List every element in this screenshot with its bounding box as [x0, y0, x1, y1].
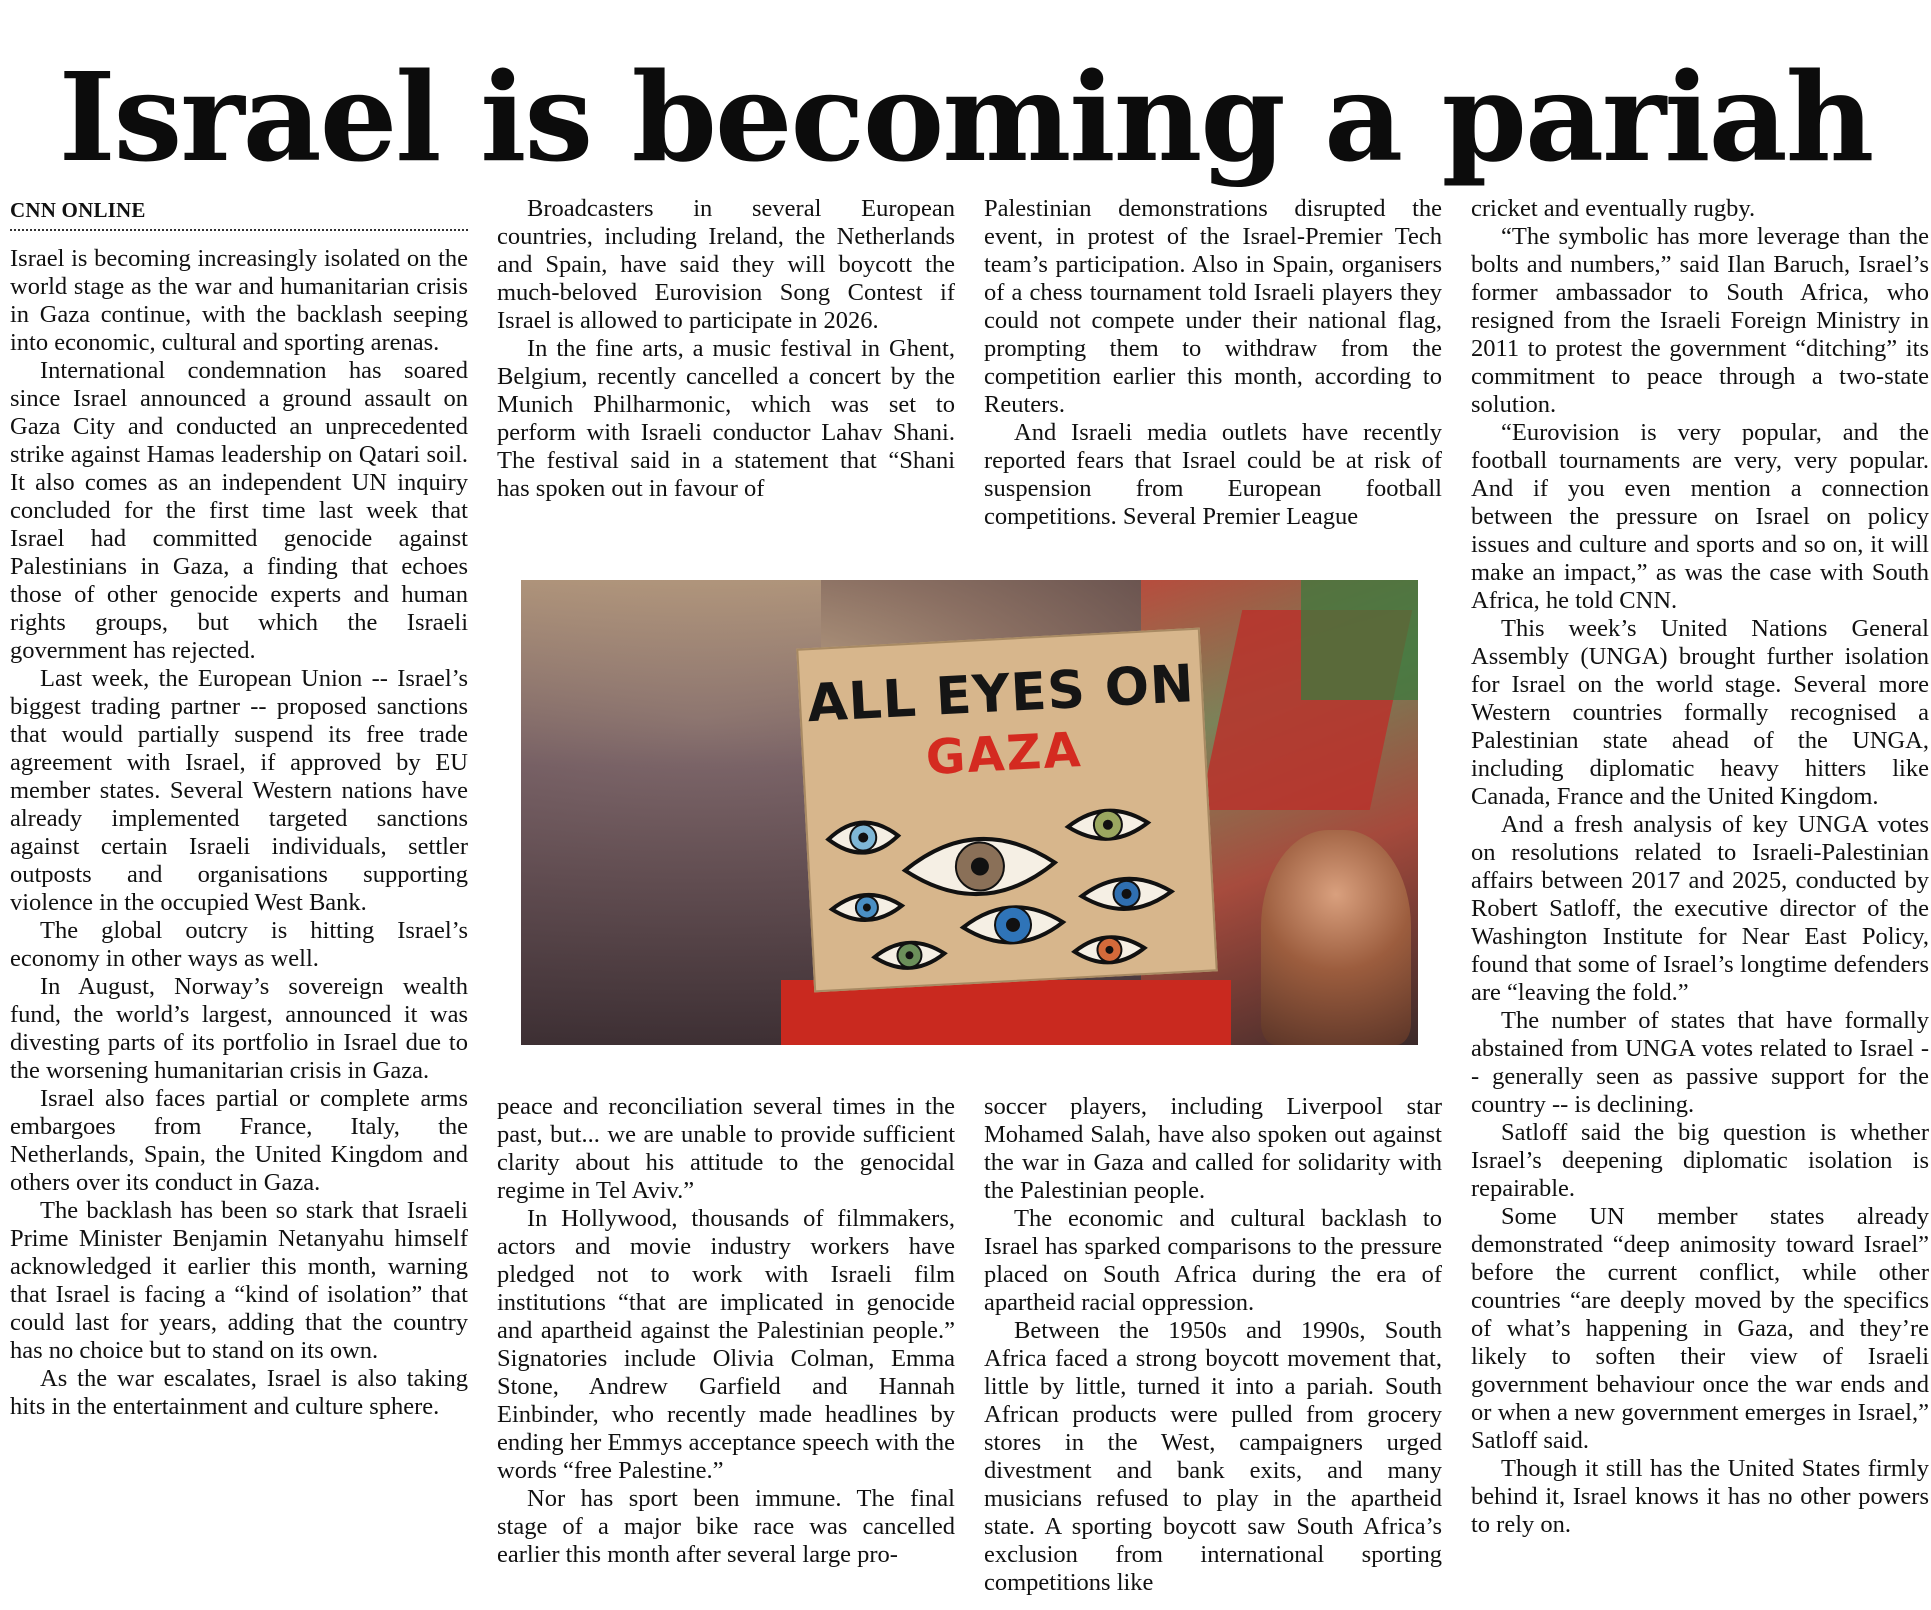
paragraph: This week’s United Nations General Assembly (UNGA) brought further isolation for Israel on the world stage. Several more Western countries formally recognised a Palestinian state ahead of the UNGA, including diplomatic heavy hitters like Canada, France and the United Kingdom. [1471, 615, 1929, 810]
article-column-1 [10, 195, 468, 1605]
green-flag [1301, 580, 1418, 700]
paragraph: “The symbolic has more leverage than the bolts and numbers,” said Ilan Baruch, Israel’s former ambassador to South Africa, who resigned from the Israeli Foreign Ministry in 2011 to protest the government “ditching” its commitment to peace through a two-state solution. [1471, 223, 1929, 418]
paragraph: Broadcasters in several European countries, including Ireland, the Netherlands and Spain, have said they will boycott the much-beloved Eurovision Song Contest if Israel is allowed to participate in 2026. [497, 195, 955, 334]
paragraph: In August, Norway’s sovereign wealth fund, the world’s largest, announced it was divesting parts of its portfolio in Israel due to the worsening humanitarian crisis in Gaza. [10, 973, 468, 1084]
byline: CNN ONLINE [10, 198, 146, 222]
paragraph: “Eurovision is very popular, and the football tournaments are very, very popular. And if you even mention a connection between the pressure on Israel on policy issues and culture and sports and so on, it will make an impact,” as was the case with South Africa, he told CNN. [1471, 419, 1929, 614]
article-column-4 [1471, 195, 1929, 1605]
paragraph: Israel also faces partial or complete arms embargoes from France, Italy, the Netherlands, Spain, the United Kingdom and others over its conduct in Gaza. [10, 1085, 468, 1196]
paragraph: The global outcry is hitting Israel’s economy in other ways as well. [10, 917, 468, 972]
protest-photo [521, 580, 1418, 1045]
protest-sign [796, 628, 1217, 993]
sign-text-line2: GAZA [924, 722, 1084, 787]
paragraph: Some UN member states already demonstrated “deep animosity toward Israel” before the current conflict, while other countries “are deeply moved by the specifics of what’s happening in Gaza, and they’re likely to soften their view of Israeli government behaviour once the war ends and or when a new government emerges in Israel,” Satloff said. [1471, 1203, 1929, 1454]
paragraph: cricket and eventually rugby. [1471, 195, 1756, 222]
child-figure [1261, 830, 1411, 1045]
byline-divider [10, 229, 468, 231]
sign-text-line1: ALL EYES ON [805, 654, 1197, 735]
paragraph: In the fine arts, a music festival in Ghent, Belgium, recently cancelled a concert by the Munich Philharmonic, which was set to perform with Israeli conductor Lahav Shani. The festival said in a statement that “Shani has spoken out in favour of [497, 335, 955, 502]
paragraph: Last week, the European Union -- Israel’s biggest trading partner -- proposed sanctions that would partially suspend its free trade agreement with Israel, if approved by EU member states. Several Western nations have already implemented targeted sanctions against certain Israeli individuals, settler outposts and organisations supporting violence in the occupied West Bank. [10, 665, 468, 916]
headline: Israel is becoming a pariah [58, 45, 1873, 189]
paragraph: International condemnation has soared since Israel announced a ground assault on Gaza City and conducted an unprecedented strike against Hamas leadership on Qatari soil. It also comes as an independent UN inquiry concluded for the first time last week that Israel had committed genocide against Palestinians in Gaza, a finding that echoes those of other genocide experts and human rights groups, but which the Israeli government has rejected. [10, 357, 468, 664]
paragraph: In Hollywood, thousands of filmmakers, actors and movie industry workers have pledged not to work with Israeli film institutions “that are implicated in genocide and apartheid against the Palestinian people.” Signatories include Olivia Colman, Emma Stone, Andrew Garfield and Hannah Einbinder, who recently made headlines by ending her Emmys acceptance speech with the words “free Palestine.” [497, 1205, 955, 1484]
paragraph: The economic and cultural backlash to Israel has sparked comparisons to the pressure placed on South Africa during the era of apartheid racial oppression. [984, 1205, 1442, 1316]
paragraph: Israel is becoming increasingly isolated on the world stage as the war and humanitarian crisis in Gaza continue, with the backlash seeping into economic, cultural and sporting arenas. [10, 245, 468, 356]
photo-crowd-blur [521, 580, 821, 1045]
article-column-3-bottom [984, 1093, 1442, 1605]
paragraph: As the war escalates, Israel is also taking hits in the entertainment and culture sphere. [10, 1365, 468, 1420]
paragraph: The number of states that have formally abstained from UNGA votes related to Israel -- generally seen as passive support for the country -- is declining. [1471, 1007, 1929, 1118]
paragraph: peace and reconciliation several times in the past, but... we are unable to provide sufficient clarity about his attitude to the genocidal regime in Tel Aviv.” [497, 1093, 955, 1204]
eyes-drawing [806, 780, 1216, 1001]
paragraph: Between the 1950s and 1990s, South Africa faced a strong boycott movement that, little by little, turned it into a pariah. South African products were pulled from grocery stores in the West, campaigners urged divestment and bank exits, and many musicians refused to play in the apartheid state. A sporting boycott saw South Africa’s exclusion from international sporting competitions like [984, 1317, 1442, 1596]
paragraph: Palestinian demonstrations disrupted the event, in protest of the Israel-Premier Tech team’s participation. Also in Spain, organisers of a chess tournament told Israeli players they could not compete under their national flag, prompting them to withdraw from the competition earlier this month, according to Reuters. [984, 195, 1442, 418]
article-column-2-bottom [497, 1093, 955, 1605]
paragraph: And a fresh analysis of key UNGA votes on resolutions related to Israeli-Palestinian affairs between 2017 and 2025, conducted by Robert Satloff, the executive director of the Washington Institute for Near East Policy, found that some of Israel’s longtime defenders are “leaving the fold.” [1471, 811, 1929, 1006]
paragraph: Nor has sport been immune. The final stage of a major bike race was cancelled earlier this month after several large pro- [497, 1485, 955, 1568]
paragraph: Satloff said the big question is whether Israel’s deepening diplomatic isolation is repairable. [1471, 1119, 1929, 1202]
article-column-3-top [984, 195, 1442, 575]
paragraph: soccer players, including Liverpool star Mohamed Salah, have also spoken out against the war in Gaza and called for solidarity with the Palestinian people. [984, 1093, 1442, 1204]
paragraph: And Israeli media outlets have recently reported fears that Israel could be at risk of suspension from European football competitions. Several Premier League [984, 419, 1442, 530]
article-column-2-top [497, 195, 955, 575]
paragraph: The backlash has been so stark that Israeli Prime Minister Benjamin Netanyahu himself acknowledged it earlier this month, warning that Israel is facing a “kind of isolation” that could last for years, adding that the country has no choice but to stand on its own. [10, 1197, 468, 1364]
paragraph: Though it still has the United States firmly behind it, Israel knows it has no other powers to rely on. [1471, 1455, 1929, 1538]
